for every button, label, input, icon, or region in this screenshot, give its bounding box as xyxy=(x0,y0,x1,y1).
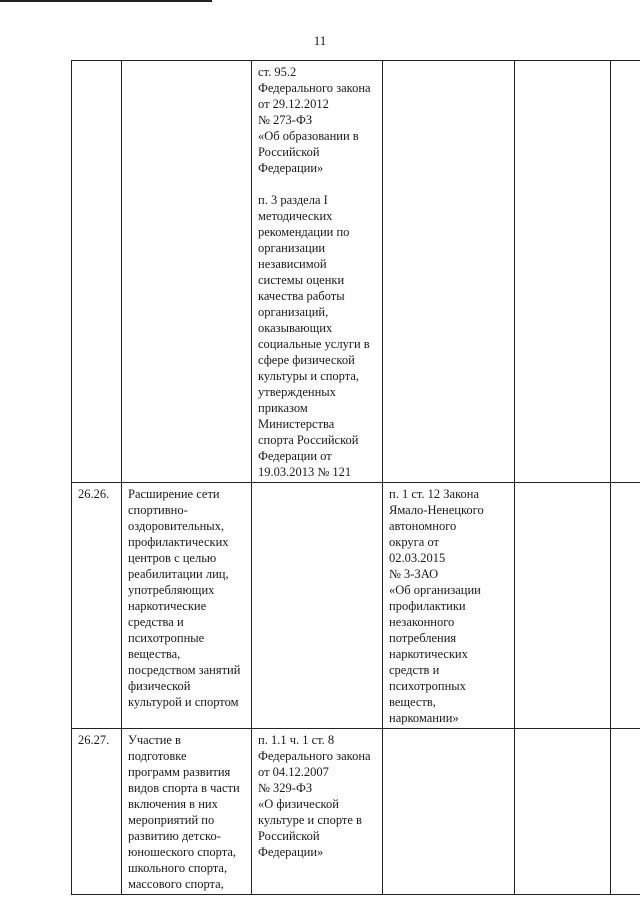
table-row xyxy=(72,729,640,895)
power-name-cell: Участие в подготовке программ развития видов спорта в части включения в них мероприятий по развитию детско- юношеского спорта, школьного спорта, массового спорта, xyxy=(122,729,252,895)
municipal-basis-cell xyxy=(515,483,611,729)
power-name-cell xyxy=(122,61,252,483)
table-row xyxy=(72,61,640,483)
power-name-cell: Расширение сети спортивно- оздоровительных, профилактических центров с целью реабилитации лиц, употребляющих наркотические средства и психотропные вещества, посредством занятий физической культурой и спортом xyxy=(122,483,252,729)
extra-cell xyxy=(611,61,640,483)
row-number-cell: 26.26. xyxy=(72,483,122,729)
extra-cell xyxy=(611,483,640,729)
page-number: 11 xyxy=(313,33,327,48)
federal-basis-cell xyxy=(252,483,383,729)
extra-cell xyxy=(611,729,640,895)
row-number-cell: 26.27. xyxy=(72,729,122,895)
powers-table xyxy=(71,60,640,895)
regional-basis-cell: п. 1 ст. 12 Закона Ямало-Ненецкого автономного округа от 02.03.2015 № 3-ЗАО «Об организации профилактики незаконного потребления наркотических средств и психотропных веществ, наркомании» xyxy=(383,483,515,729)
federal-basis-cell: п. 1.1 ч. 1 ст. 8 Федерального закона от 04.12.2007 № 329-ФЗ «О физической культуре и спорте в Российской Федерации» xyxy=(252,729,383,895)
table-row xyxy=(72,483,640,729)
regional-basis-cell xyxy=(383,729,515,895)
top-rule xyxy=(0,0,212,2)
row-number-cell xyxy=(72,61,122,483)
federal-basis-cell: ст. 95.2 Федерального закона от 29.12.2012 № 273-ФЗ «Об образовании в Российской Федерации» п. 3 раздела I методических рекомендации по организации независимой системы оценки качества работы организаций, оказывающих социальные услуги в сфере физической культуры и спорта, утвержденных приказом Министерства спорта Российской Федерации от 19.03.2013 № 121 xyxy=(252,61,383,483)
municipal-basis-cell xyxy=(515,729,611,895)
municipal-basis-cell xyxy=(515,61,611,483)
regional-basis-cell xyxy=(383,61,515,483)
